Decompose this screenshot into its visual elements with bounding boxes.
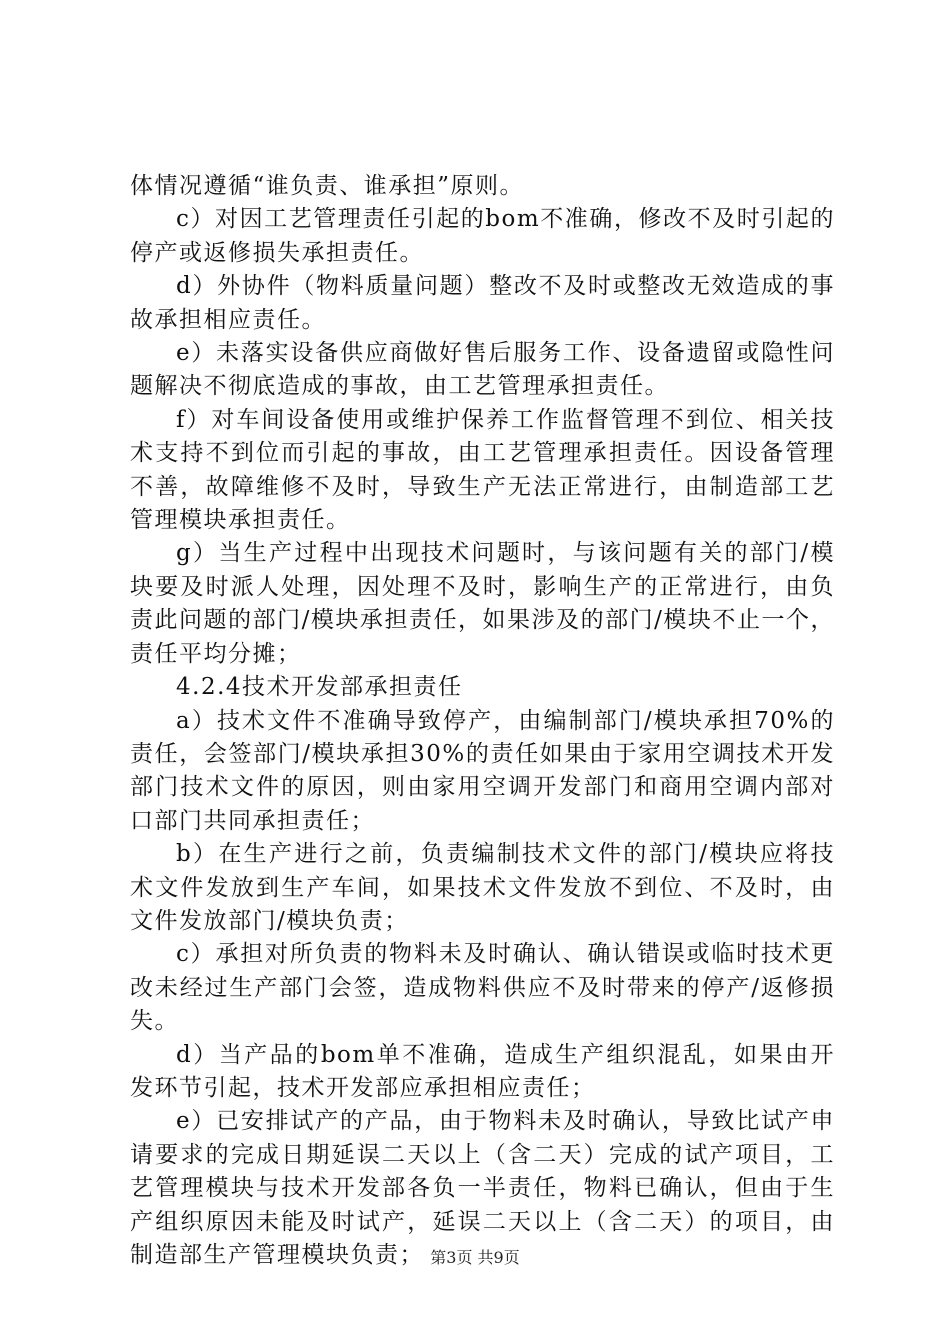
paragraph-g-technical-issue: g）当生产过程中出现技术问题时，与该问题有关的部门/模块要及时派人处理，因处理不及时，影响生产的正常进行，由负责此问题的部门/模块承担责任，如果涉及的部门/模块不止一个，责任平均分摊； bbox=[130, 540, 835, 667]
paragraph-e-trial-production: e）已安排试产的产品，由于物料未及时确认，导致比试产申请要求的完成日期延误二天以上（含二天）完成的试产项目，工艺管理模块与技术开发部各负一半责任，物料已确认，但由于生产组织原因未能及时试产，延误二天以上（含二天）的项目，由制造部生产管理模块负责； bbox=[130, 1108, 835, 1268]
document-body bbox=[130, 170, 835, 1272]
section-heading-4-2-4: 4.2.4技术开发部承担责任 bbox=[176, 674, 463, 701]
paragraph-continuation: 体情况遵循“谁负责、谁承担”原则。 bbox=[130, 173, 525, 199]
paragraph-a-tech-docs: a）技术文件不准确导致停产，由编制部门/模块承担70%的责任，会签部门/模块承担30%的责任如果由于家用空调技术开发部门技术文件的原因，则由家用空调开发部门和商用空调内部对口部门共同承担责任； bbox=[130, 707, 835, 834]
page-number-footer: 第3页 共9页 bbox=[430, 1248, 520, 1267]
paragraph-d-bom-sheet: d）当产品的bom单不准确，造成生产组织混乱，如果由开发环节引起，技术开发部应承担相应责任； bbox=[130, 1041, 835, 1101]
paragraph-e-supplier: e）未落实设备供应商做好售后服务工作、设备遗留或隐性问题解决不彻底造成的事故，由工艺管理承担责任。 bbox=[130, 340, 835, 400]
paragraph-c-bom: c）对因工艺管理责任引起的bom不准确，修改不及时引起的停产或返修损失承担责任。 bbox=[130, 206, 835, 266]
paragraph-d-outsourced: d）外协件（物料质量问题）整改不及时或整改无效造成的事故承担相应责任。 bbox=[130, 273, 835, 333]
paragraph-f-equipment: f）对车间设备使用或维护保养工作监督管理不到位、相关技术支持不到位而引起的事故，由工艺管理承担责任。因设备管理不善，故障维修不及时，导致生产无法正常进行，由制造部工艺管理模块承担责任。 bbox=[130, 406, 835, 534]
paragraph-c-material-confirm: c）承担对所负责的物料未及时确认、确认错误或临时技术更改未经过生产部门会签，造成物料供应不及时带来的停产/返修损失。 bbox=[130, 941, 835, 1035]
paragraph-b-doc-distribution: b）在生产进行之前，负责编制技术文件的部门/模块应将技术文件发放到生产车间，如果技术文件发放不到位、不及时，由文件发放部门/模块负责； bbox=[130, 841, 835, 934]
